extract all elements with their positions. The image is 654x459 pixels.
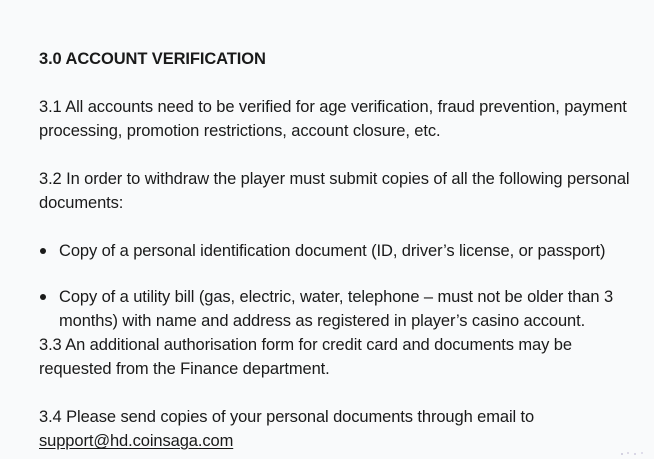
list-item xyxy=(39,239,640,263)
list-item-text: Copy of a utility bill (gas, electric, water, telephone – must not be older than 3 months) with name and address as registered in player’s casino account. xyxy=(59,288,614,330)
paragraph-3-3: 3.3 An additional authorisation form for credit card and documents may be requested from the Finance department. xyxy=(39,336,572,378)
support-email-link[interactable]: support@hd.coinsaga.com xyxy=(39,432,234,450)
document-list xyxy=(39,239,640,333)
paragraph-3-1: 3.1 All accounts need to be verified for age verification, fraud prevention, payment processing, promotion restrictions, account closure, etc. xyxy=(39,98,627,140)
list-item-text: Copy of a personal identification document (ID, driver’s license, or passport) xyxy=(59,242,606,260)
paragraph-3-2: 3.2 In order to withdraw the player must submit copies of all the following personal documents: xyxy=(39,170,630,212)
bullet-icon xyxy=(40,294,46,300)
paragraph-3-4 xyxy=(39,405,640,453)
decorative-dots xyxy=(620,451,646,456)
bullet-icon xyxy=(40,248,46,254)
list-item xyxy=(39,285,640,333)
paragraph-3-4-text: 3.4 Please send copies of your personal documents through email to xyxy=(39,408,535,426)
section-heading: 3.0 ACCOUNT VERIFICATION xyxy=(39,50,266,68)
